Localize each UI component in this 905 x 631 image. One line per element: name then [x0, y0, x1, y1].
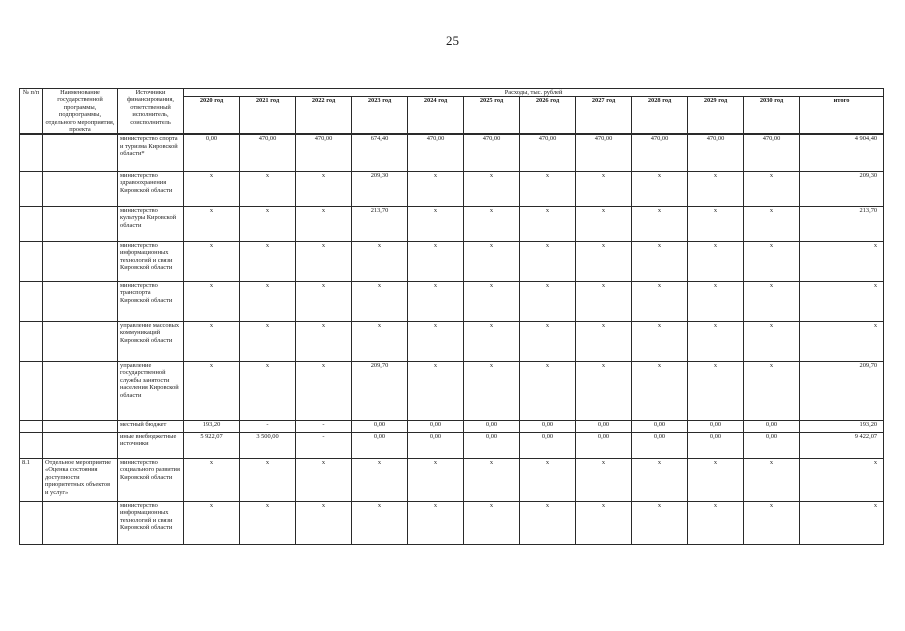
row-value-cell: 0,00 — [520, 420, 576, 432]
row-value-cell: x — [240, 501, 296, 544]
row-num-cell — [20, 432, 43, 458]
row-value-cell: 0,00 — [408, 432, 464, 458]
row-value-cell: x — [576, 458, 632, 501]
row-source-cell: министерство культуры Кировской области — [118, 206, 184, 241]
header-year: 2030 год — [744, 97, 800, 135]
row-value-cell: x — [688, 241, 744, 281]
row-value-cell: - — [240, 420, 296, 432]
row-value-cell: x — [240, 321, 296, 361]
row-value-cell: x — [632, 321, 688, 361]
row-value-cell: x — [520, 501, 576, 544]
row-value-cell: x — [296, 206, 352, 241]
row-total-cell: x — [800, 241, 884, 281]
row-name-cell — [43, 432, 118, 458]
table-row — [20, 171, 884, 206]
budget-table — [19, 88, 884, 545]
row-value-cell: 0,00 — [576, 432, 632, 458]
row-value-cell: x — [632, 501, 688, 544]
row-value-cell: x — [408, 206, 464, 241]
row-value-cell: x — [408, 321, 464, 361]
row-value-cell: x — [184, 321, 240, 361]
header-source: Источники финансирования, ответственный исполнитель, соисполнитель — [118, 89, 184, 135]
page-number: 25 — [446, 33, 459, 48]
table-row — [20, 241, 884, 281]
row-value-cell: 0,00 — [184, 134, 240, 171]
row-value-cell: 0,00 — [632, 420, 688, 432]
row-value-cell: x — [632, 361, 688, 420]
row-value-cell: x — [744, 171, 800, 206]
row-value-cell: x — [632, 171, 688, 206]
row-value-cell: x — [744, 501, 800, 544]
row-value-cell: 470,00 — [240, 134, 296, 171]
header-year-total: итого — [800, 97, 884, 135]
row-value-cell: x — [464, 361, 520, 420]
row-name-cell — [43, 281, 118, 321]
row-value-cell: x — [296, 458, 352, 501]
row-value-cell: x — [184, 241, 240, 281]
row-value-cell: x — [632, 458, 688, 501]
row-source-cell: местный бюджет — [118, 420, 184, 432]
row-value-cell: 470,00 — [408, 134, 464, 171]
row-value-cell: x — [296, 501, 352, 544]
row-num-cell — [20, 420, 43, 432]
table-row — [20, 501, 884, 544]
row-value-cell: 3 500,00 — [240, 432, 296, 458]
row-source-cell: министерство спорта и туризма Кировской области* — [118, 134, 184, 171]
row-total-cell: 193,20 — [800, 420, 884, 432]
row-source-cell: министерство здравоохранения Кировской области — [118, 171, 184, 206]
row-value-cell: x — [408, 241, 464, 281]
row-value-cell: x — [296, 361, 352, 420]
row-value-cell: 0,00 — [352, 432, 408, 458]
row-value-cell: 0,00 — [576, 420, 632, 432]
row-value-cell: x — [296, 241, 352, 281]
row-value-cell: 0,00 — [744, 432, 800, 458]
table-row — [20, 281, 884, 321]
table-row — [20, 361, 884, 420]
row-value-cell: 674,40 — [352, 134, 408, 171]
row-value-cell: x — [744, 241, 800, 281]
row-value-cell: 0,00 — [464, 420, 520, 432]
row-value-cell: 0,00 — [464, 432, 520, 458]
row-value-cell: x — [632, 281, 688, 321]
row-name-cell — [43, 321, 118, 361]
header-year: 2028 год — [632, 97, 688, 135]
row-value-cell: x — [464, 501, 520, 544]
row-value-cell: 209,70 — [352, 361, 408, 420]
row-value-cell: - — [296, 432, 352, 458]
row-value-cell: x — [688, 361, 744, 420]
row-value-cell: 470,00 — [464, 134, 520, 171]
row-value-cell: x — [464, 171, 520, 206]
row-value-cell: x — [576, 206, 632, 241]
row-source-cell: министерство информационных технологий и связи Кировской области — [118, 241, 184, 281]
row-value-cell: x — [296, 171, 352, 206]
row-value-cell: x — [352, 501, 408, 544]
row-value-cell: x — [576, 321, 632, 361]
row-num-cell — [20, 241, 43, 281]
row-value-cell: 470,00 — [744, 134, 800, 171]
row-value-cell: x — [576, 501, 632, 544]
row-total-cell: 9 422,07 — [800, 432, 884, 458]
row-value-cell: x — [408, 281, 464, 321]
row-source-cell: министерство информационных технологий и связи Кировской области — [118, 501, 184, 544]
row-value-cell: x — [520, 458, 576, 501]
header-year: 2024 год — [408, 97, 464, 135]
row-value-cell: 0,00 — [632, 432, 688, 458]
row-value-cell: x — [688, 171, 744, 206]
row-total-cell: x — [800, 321, 884, 361]
row-value-cell: x — [464, 206, 520, 241]
row-value-cell: x — [240, 241, 296, 281]
row-value-cell: x — [744, 281, 800, 321]
row-source-cell: министерство транспорта Кировской области — [118, 281, 184, 321]
row-value-cell: x — [184, 281, 240, 321]
table-row — [20, 432, 884, 458]
row-value-cell: x — [632, 241, 688, 281]
row-value-cell: x — [240, 281, 296, 321]
row-value-cell: 193,20 — [184, 420, 240, 432]
row-value-cell: 470,00 — [632, 134, 688, 171]
row-value-cell: x — [352, 321, 408, 361]
row-value-cell: x — [184, 206, 240, 241]
row-value-cell: x — [184, 458, 240, 501]
row-num-cell — [20, 171, 43, 206]
table-row — [20, 321, 884, 361]
row-value-cell: x — [408, 501, 464, 544]
row-value-cell: x — [464, 241, 520, 281]
row-name-cell: Отдельное мероприятие «Оценка состояния доступности приоритетных объектов и услуг» — [43, 458, 118, 501]
row-value-cell: x — [632, 206, 688, 241]
table-row — [20, 134, 884, 171]
row-source-cell: управление массовых коммуникаций Кировской области — [118, 321, 184, 361]
row-value-cell: x — [464, 321, 520, 361]
table-row — [20, 420, 884, 432]
row-value-cell: 0,00 — [352, 420, 408, 432]
row-value-cell: x — [240, 361, 296, 420]
row-num-cell — [20, 206, 43, 241]
table-row — [20, 206, 884, 241]
row-source-cell: управление государственной службы занятости населения Кировской области — [118, 361, 184, 420]
row-num-cell — [20, 361, 43, 420]
row-total-cell: 4 904,40 — [800, 134, 884, 171]
row-name-cell — [43, 134, 118, 171]
row-value-cell: x — [240, 206, 296, 241]
row-value-cell: x — [408, 171, 464, 206]
row-num-cell — [20, 321, 43, 361]
row-value-cell: x — [576, 171, 632, 206]
header-name: Наименование государственной программы, подпрограммы, отдельного мероприятия, проекта — [43, 89, 118, 135]
row-value-cell: 470,00 — [688, 134, 744, 171]
row-value-cell: x — [464, 281, 520, 321]
row-total-cell: x — [800, 458, 884, 501]
row-name-cell — [43, 361, 118, 420]
row-value-cell: x — [352, 241, 408, 281]
row-num-cell: 8.1 — [20, 458, 43, 501]
header-year: 2020 год — [184, 97, 240, 135]
row-value-cell: x — [688, 206, 744, 241]
row-value-cell: x — [408, 361, 464, 420]
row-total-cell: x — [800, 501, 884, 544]
row-name-cell — [43, 501, 118, 544]
row-value-cell: x — [744, 321, 800, 361]
row-num-cell — [20, 501, 43, 544]
row-source-cell: иные внебюджетные источники — [118, 432, 184, 458]
row-num-cell — [20, 134, 43, 171]
row-value-cell: 0,00 — [744, 420, 800, 432]
row-value-cell: x — [744, 361, 800, 420]
row-value-cell: x — [352, 281, 408, 321]
row-name-cell — [43, 171, 118, 206]
table-row — [20, 458, 884, 501]
row-value-cell: 0,00 — [688, 432, 744, 458]
row-value-cell: x — [352, 458, 408, 501]
row-value-cell: x — [688, 501, 744, 544]
row-value-cell: x — [576, 241, 632, 281]
row-value-cell: x — [296, 321, 352, 361]
row-value-cell: x — [240, 171, 296, 206]
row-num-cell — [20, 281, 43, 321]
row-value-cell: 5 922,07 — [184, 432, 240, 458]
row-value-cell: x — [688, 458, 744, 501]
row-value-cell: x — [576, 361, 632, 420]
row-total-cell: 209,30 — [800, 171, 884, 206]
row-name-cell — [43, 241, 118, 281]
row-value-cell: x — [520, 281, 576, 321]
row-value-cell: x — [520, 206, 576, 241]
header-year: 2022 год — [296, 97, 352, 135]
row-value-cell: 0,00 — [688, 420, 744, 432]
row-value-cell: x — [576, 281, 632, 321]
row-value-cell: 209,30 — [352, 171, 408, 206]
table-body — [20, 134, 884, 544]
row-value-cell: 213,70 — [352, 206, 408, 241]
row-value-cell: x — [520, 321, 576, 361]
row-name-cell — [43, 206, 118, 241]
header-year: 2021 год — [240, 97, 296, 135]
row-value-cell: x — [184, 501, 240, 544]
header-expenses: Расходы, тыс. рублей — [184, 89, 884, 97]
row-name-cell — [43, 420, 118, 432]
header-year: 2025 год — [464, 97, 520, 135]
row-total-cell: x — [800, 281, 884, 321]
row-value-cell: 470,00 — [576, 134, 632, 171]
header-year: 2023 год — [352, 97, 408, 135]
row-value-cell: x — [688, 281, 744, 321]
row-value-cell: x — [184, 361, 240, 420]
row-value-cell: 470,00 — [296, 134, 352, 171]
row-value-cell: x — [744, 458, 800, 501]
row-value-cell: 0,00 — [408, 420, 464, 432]
row-total-cell: 213,70 — [800, 206, 884, 241]
row-source-cell: министерство социального развития Кировской области — [118, 458, 184, 501]
row-value-cell: x — [296, 281, 352, 321]
header-year: 2029 год — [688, 97, 744, 135]
header-year: 2027 год — [576, 97, 632, 135]
row-value-cell: x — [240, 458, 296, 501]
row-value-cell: x — [688, 321, 744, 361]
row-value-cell: x — [744, 206, 800, 241]
header-num: № п/п — [20, 89, 43, 135]
row-value-cell: 0,00 — [520, 432, 576, 458]
row-value-cell: x — [520, 361, 576, 420]
header-year: 2026 год — [520, 97, 576, 135]
row-value-cell: x — [520, 241, 576, 281]
row-total-cell: 209,70 — [800, 361, 884, 420]
row-value-cell: x — [184, 171, 240, 206]
row-value-cell: x — [408, 458, 464, 501]
row-value-cell: - — [296, 420, 352, 432]
row-value-cell: 470,00 — [520, 134, 576, 171]
row-value-cell: x — [520, 171, 576, 206]
row-value-cell: x — [464, 458, 520, 501]
